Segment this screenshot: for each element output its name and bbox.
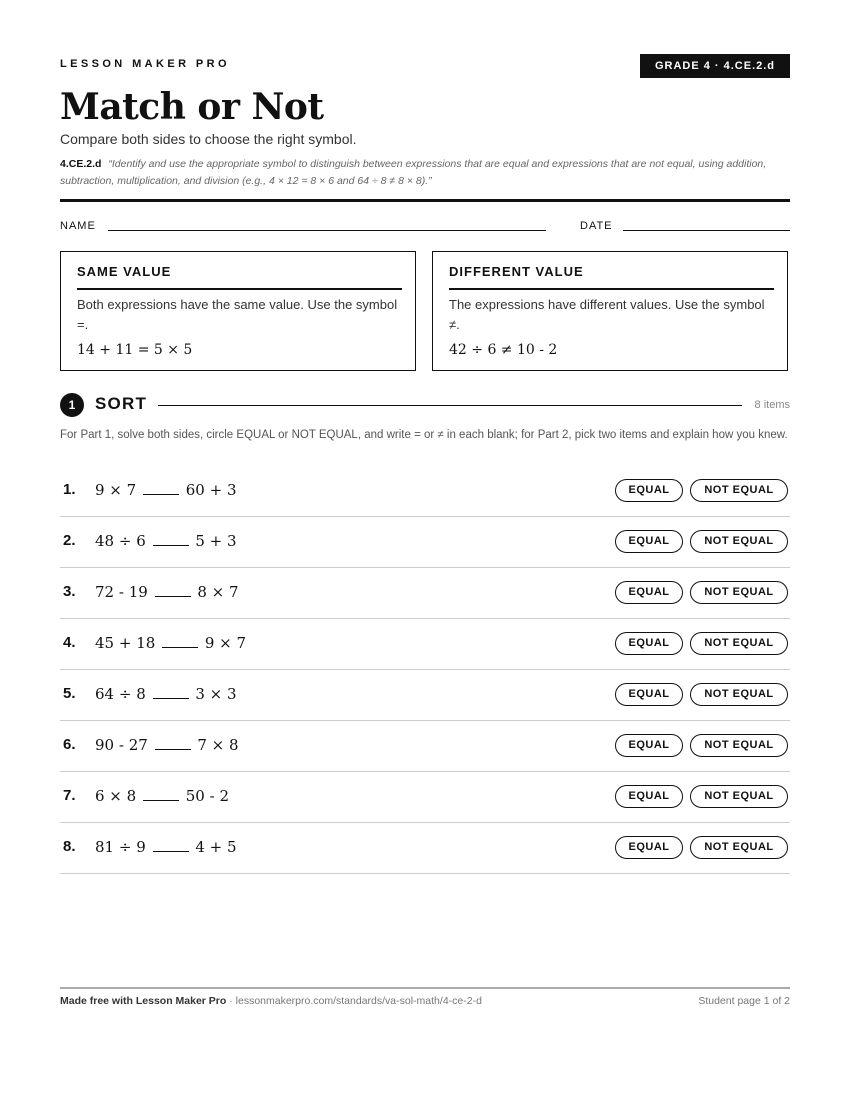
section-instructions: For Part 1, solve both sides, circle EQUAL or NOT EQUAL, and write = or ≠ in each blank; for Part 2, pick two items and explain how you knew. [60,429,788,441]
section-divider [158,405,742,406]
footer-page-number: Student page 1 of 2 [698,995,790,1007]
definition-example: 14 + 11 = 5 × 5 [77,342,193,358]
definition-box-same-value [60,251,416,371]
standard-text: “Identify and use the appropriate symbol to distinguish between expressions that are equal and expressions that are not equal, using addition, subtraction, multiplication, and division (e.g., 4 × 12 = 8 × 6 and 64 ÷ 8 ≠ 8 × 8).” [60,158,767,187]
answer-blank[interactable] [155,583,191,597]
equal-option-button[interactable]: EQUAL [615,836,683,859]
answer-blank[interactable] [143,481,179,495]
answer-blank[interactable] [155,736,191,750]
answer-blank[interactable] [143,787,179,801]
problem-row [60,466,790,517]
definition-example: 42 ÷ 6 ≠ 10 - 2 [449,342,558,358]
left-expression: 9 × 7 [95,481,137,499]
right-expression: 7 × 8 [197,736,239,754]
equal-option-button[interactable]: EQUAL [615,581,683,604]
problem-row [60,517,790,568]
right-expression: 4 + 5 [195,838,237,856]
equal-option-button[interactable]: EQUAL [615,734,683,757]
footer-url[interactable]: · lessonmakerpro.com/standards/va-sol-math/4-ce-2-d [229,995,482,1007]
problem-expression [95,583,239,601]
standard-code: 4.CE.2.d [60,158,102,170]
not-equal-option-button[interactable]: NOT EQUAL [690,530,788,553]
not-equal-option-button[interactable]: NOT EQUAL [690,632,788,655]
problem-list [60,466,790,874]
problem-expression [95,736,239,754]
not-equal-option-button[interactable]: NOT EQUAL [690,683,788,706]
problem-number: 1. [63,481,76,498]
footer-divider [60,987,790,989]
problem-expression [95,532,237,550]
definition-heading: SAME VALUE [77,264,402,290]
equal-option-button[interactable]: EQUAL [615,479,683,502]
left-expression: 81 ÷ 9 [95,838,146,856]
left-expression: 90 - 27 [95,736,148,754]
left-expression: 72 - 19 [95,583,148,601]
grade-badge: GRADE 4 · 4.CE.2.d [640,54,790,78]
problem-number: 7. [63,787,76,804]
brand-name: LESSON MAKER PRO [60,58,230,70]
name-field[interactable] [108,230,546,231]
equal-option-button[interactable]: EQUAL [615,632,683,655]
answer-blank[interactable] [153,532,189,546]
standard-description [60,156,790,190]
footer-credit [60,995,482,1007]
right-expression: 8 × 7 [197,583,239,601]
problem-row [60,823,790,874]
problem-expression [95,838,237,856]
equal-option-button[interactable]: EQUAL [615,683,683,706]
definition-text: The expressions have different values. Use the symbol ≠. [449,297,765,332]
problem-expression [95,481,237,499]
left-expression: 6 × 8 [95,787,137,805]
problem-number: 6. [63,736,76,753]
right-expression: 5 + 3 [195,532,237,550]
equal-option-button[interactable]: EQUAL [615,530,683,553]
left-expression: 48 ÷ 6 [95,532,146,550]
problem-row [60,721,790,772]
definition-box-different-value [432,251,788,371]
right-expression: 3 × 3 [195,685,237,703]
problem-number: 5. [63,685,76,702]
problem-row [60,670,790,721]
date-field[interactable] [623,230,790,231]
definition-text: Both expressions have the same value. Use the symbol =. [77,297,398,332]
not-equal-option-button[interactable]: NOT EQUAL [690,734,788,757]
not-equal-option-button[interactable]: NOT EQUAL [690,836,788,859]
definition-heading: DIFFERENT VALUE [449,264,774,290]
footer-made-with: Made free with Lesson Maker Pro [60,995,227,1007]
page-title: Match or Not [60,86,324,128]
problem-expression [95,685,237,703]
equal-option-button[interactable]: EQUAL [615,785,683,808]
problem-row [60,772,790,823]
not-equal-option-button[interactable]: NOT EQUAL [690,479,788,502]
name-label: NAME [60,220,96,232]
problem-number: 3. [63,583,76,600]
problem-number: 4. [63,634,76,651]
problem-number: 2. [63,532,76,549]
right-expression: 9 × 7 [204,634,247,652]
header-divider [60,199,790,202]
answer-blank[interactable] [153,838,189,852]
section-number-badge: 1 [60,393,84,417]
section-title: SORT [95,394,148,413]
answer-blank[interactable] [162,634,198,648]
problem-number: 8. [63,838,76,855]
not-equal-option-button[interactable]: NOT EQUAL [690,581,788,604]
problem-expression [95,787,229,805]
right-expression: 60 + 3 [185,481,237,499]
left-expression: 64 ÷ 8 [95,685,146,703]
problem-expression [95,634,246,652]
problem-row [60,619,790,670]
right-expression: 50 - 2 [185,787,230,805]
date-label: DATE [580,220,613,232]
section-item-count: 8 items [754,399,790,411]
problem-row [60,568,790,619]
left-expression: 45 + 18 [95,634,156,652]
not-equal-option-button[interactable]: NOT EQUAL [690,785,788,808]
answer-blank[interactable] [153,685,189,699]
page-subtitle: Compare both sides to choose the right symbol. [60,131,357,147]
